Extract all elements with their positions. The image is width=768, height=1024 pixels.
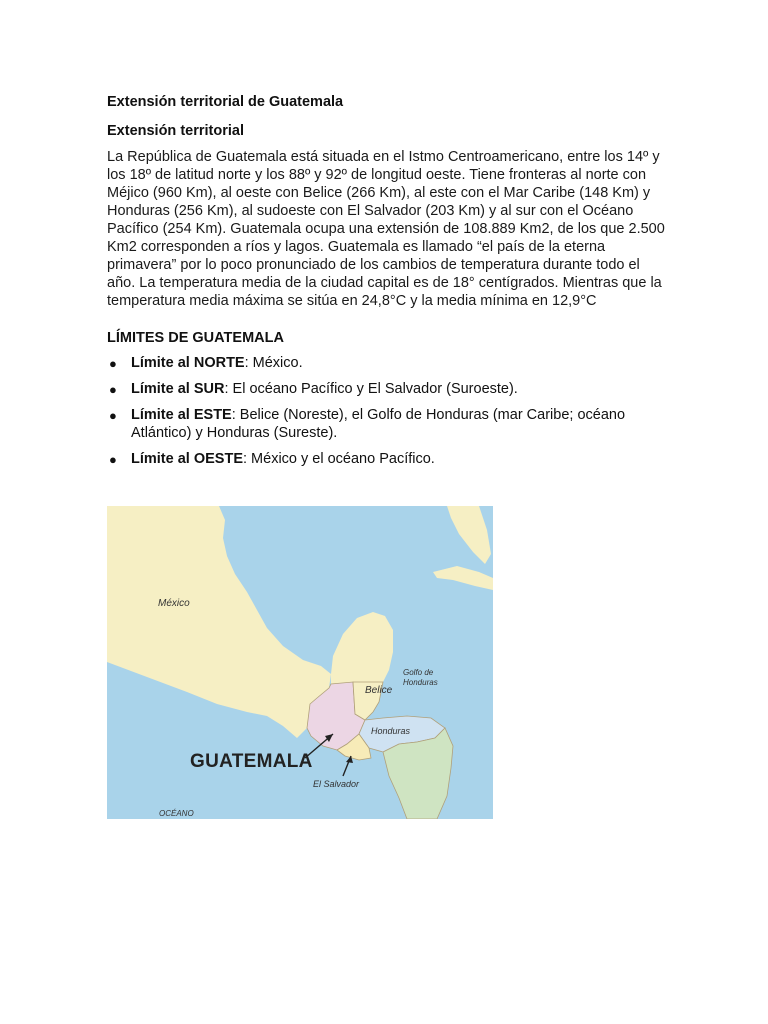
bullet-icon: ● xyxy=(109,452,117,467)
limit-label: Límite al ESTE xyxy=(131,407,232,423)
label-oceano: OCÉANO xyxy=(159,809,194,818)
list-item-east xyxy=(107,406,667,442)
limit-text: : Belice (Noreste), el Golfo de Honduras (mar Caribe; océano Atlántico) y Honduras (Sureste). xyxy=(131,407,626,441)
list-item-south xyxy=(107,380,667,398)
limit-text: : México. xyxy=(244,355,303,371)
limits-list xyxy=(107,354,667,468)
list-item-north xyxy=(107,354,667,372)
bullet-icon: ● xyxy=(109,356,117,371)
limit-text: : México y el océano Pacífico. xyxy=(243,451,435,467)
label-honduras: Honduras xyxy=(371,726,411,736)
label-belice: Belice xyxy=(365,685,393,696)
label-mexico: México xyxy=(158,598,190,609)
limit-text: : El océano Pacífico y El Salvador (Suroeste). xyxy=(224,381,518,397)
label-golfo-honduras: Golfo de Honduras xyxy=(403,668,438,687)
document-title: Extensión territorial de Guatemala xyxy=(107,94,344,110)
list-item-west xyxy=(107,450,667,468)
label-guatemala: GUATEMALA xyxy=(190,751,313,772)
document-content xyxy=(107,92,667,476)
limits-heading: LÍMITES DE GUATEMALA xyxy=(107,330,284,346)
limit-label: Límite al NORTE xyxy=(131,355,245,371)
bullet-icon: ● xyxy=(109,408,117,423)
body-paragraph: La República de Guatemala está situada en el Istmo Centroamericano, entre los 14º y los 18º de latitud norte y los 88º y 92º de longitud oeste. Tiene fronteras al norte con Méjico (960 Km), al oeste con Belice (266 Km), al este con el Mar Caribe (148 Km) y Honduras (256 Km), al sudoeste con El Salvador (203 Km) y al sur con el Océano Pacífico (254 Km). Guatemala ocupa una extensión de 108.889 Km2, de los que 2.500 Km2 corresponden a ríos y lagos. Guatemala es llamado “el país de la eterna primavera” por lo poco pronunciado de los cambios de temperatura durante todo el año. La temperatura media de la ciudad capital es de 18° centígrados. Mientras que la temperatura media máxima se sitúa en 24,8°C y la media mínima en 12,9°C xyxy=(107,149,665,309)
limit-label: Límite al SUR xyxy=(131,381,225,397)
central-america-map xyxy=(107,506,493,819)
limit-label: Límite al OESTE xyxy=(131,451,243,467)
section-title: Extensión territorial xyxy=(107,123,244,139)
bullet-icon: ● xyxy=(109,382,117,397)
label-el-salvador: El Salvador xyxy=(313,779,360,789)
